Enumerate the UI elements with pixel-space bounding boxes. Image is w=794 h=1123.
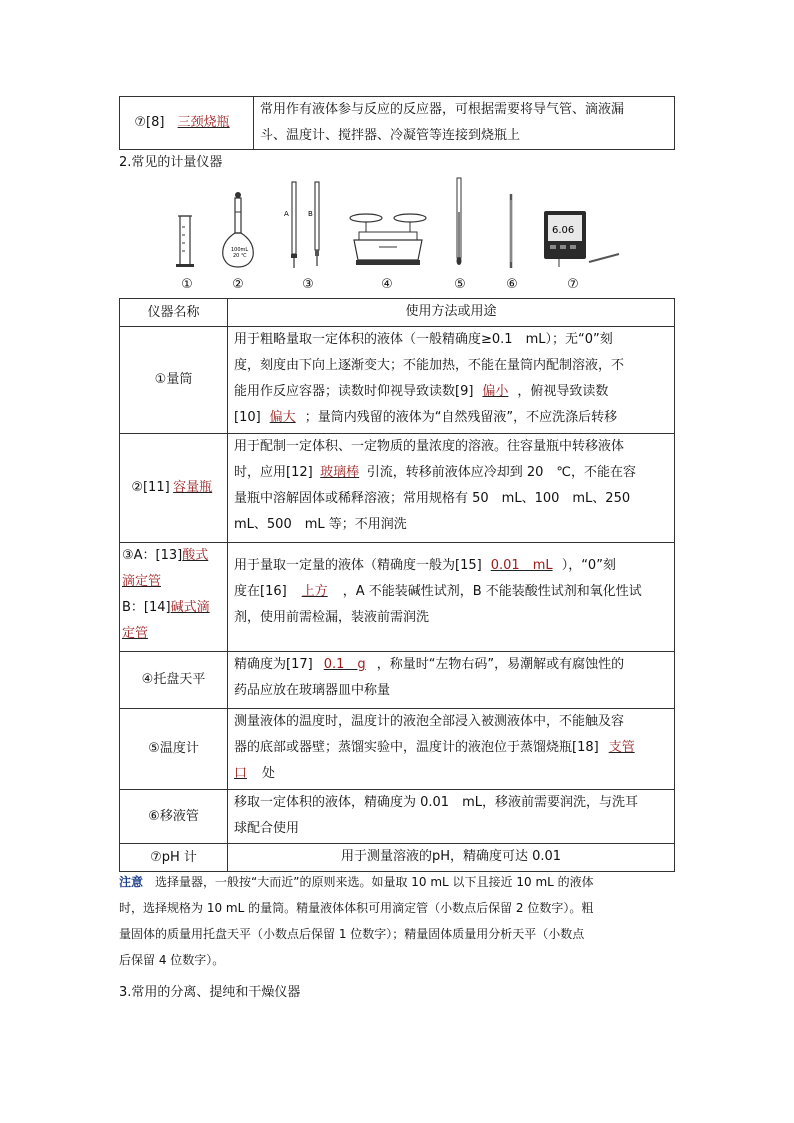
burette-name-cell — [120, 543, 228, 652]
table-row-flask — [120, 434, 675, 543]
header-use: 使用方法或用途 — [228, 299, 675, 327]
cylinder-name: ①量筒 — [120, 327, 228, 434]
flask-line4: mL、500 mL 等；不用润洗 — [234, 517, 407, 532]
pipette-line1: 移取一定体积的液体，精确度为 0.01 mL，移液前需要润洗，与洗耳 — [234, 795, 638, 810]
flask-label-volume: 100mL — [231, 247, 249, 253]
fig-label-3: ③ — [302, 277, 314, 292]
burette-name-a2 — [122, 569, 225, 595]
answer-14-part1: 碱式滴 — [170, 600, 210, 615]
answer-14-part2: 定管 — [122, 626, 149, 641]
section-2-title: 2.常见的计量仪器 — [119, 155, 223, 170]
burette-name-b-text: B：[14] — [122, 600, 171, 615]
burette-line3: 剂，使用前需检漏，装液前需润洗 — [234, 610, 430, 625]
answer-18-part2: 口 — [234, 766, 248, 781]
thermometer-line3-tail: 处 — [262, 766, 276, 781]
burette-line1-text: 用于量取一定量的液体（精确度一般为[15] — [234, 558, 482, 573]
fig-label-7: ⑦ — [567, 277, 579, 292]
fig-label-6: ⑥ — [506, 277, 518, 292]
balance-icon — [350, 214, 426, 265]
answer-17: 0.1 g — [323, 657, 366, 672]
answer-13-part1: 酸式 — [182, 548, 209, 563]
top-row-desc-line2: 斗、温度计、搅拌器、冷凝管等连接到烧瓶上 — [260, 128, 521, 143]
burette-name-b — [122, 595, 225, 621]
balance-use — [228, 652, 675, 709]
flask-name-cell — [120, 434, 228, 543]
note-line1 — [119, 869, 679, 895]
flask-label-temp: 20 ℃ — [233, 253, 247, 259]
cylinder-line1: 用于粗略量取一定体积的液体（一般精确度≥0.1 mL）；无“0”刻 — [234, 332, 613, 347]
cylinder-use — [228, 327, 675, 434]
flask-line2 — [234, 460, 668, 486]
note-line1-text: 选择量器，一般按“大而近”的原则来选。如量取 10 mL 以下且接近 10 mL 的液体 — [143, 875, 594, 889]
burette-icon — [284, 182, 319, 268]
answer-8: 三颈烧瓶 — [177, 115, 230, 130]
note-paragraph — [119, 869, 679, 973]
flask-line2-tail: 引流，转移前液体应冷却到 20 ℃，不能在容 — [366, 465, 636, 480]
note-head: 注意 — [119, 875, 144, 889]
burette-line2-text: 度在[16] — [234, 584, 287, 599]
burette-name-a-text: ③A：[13] — [122, 548, 183, 563]
header-name: 仪器名称 — [120, 299, 228, 327]
burette-line1 — [234, 553, 668, 579]
balance-line1-tail: ，称量时“左物右码”，易潮解或有腐蚀性的 — [376, 657, 625, 672]
phmeter-use: 用于测量溶液的pH，精确度可达 0.01 — [228, 844, 675, 872]
answer-10: 偏大 — [269, 410, 296, 425]
burette-line2-tail: ，A 不能装碱性试剂，B 不能装酸性试剂和氧化性试 — [342, 584, 642, 599]
burette-b-label: B — [308, 210, 313, 218]
volumetric-flask-icon — [223, 192, 254, 267]
answer-16: 上方 — [301, 584, 328, 599]
answer-13-part2: 滴定管 — [122, 574, 162, 589]
ph-meter-icon — [544, 211, 619, 267]
cylinder-line2: 度，刻度由下向上逐渐变大；不能加热，不能在量筒内配制溶液，不 — [234, 358, 625, 373]
thermometer-line3 — [234, 761, 668, 787]
section-3-title: 3.常用的分离、提纯和干燥仪器 — [119, 985, 301, 1000]
note-line2: 时，选择规格为 10 mL 的量筒。精量液体体积可用滴定管（小数点后保留 2 位数字）。粗 — [119, 901, 594, 915]
flask-line3: 量瓶中溶解固体或稀释溶液；常用规格有 50 mL、100 mL、250 — [234, 491, 631, 506]
top-row-name-cell — [120, 97, 254, 150]
phmeter-name: ⑦pH 计 — [120, 844, 228, 872]
table-row-burette — [120, 543, 675, 652]
cylinder-line3-tail: ，俯视导致读数 — [517, 384, 609, 399]
fig-label-2: ② — [232, 277, 244, 292]
flask-name-prefix: ②[11] — [131, 480, 170, 495]
instruments-figure — [119, 172, 675, 272]
answer-9: 偏小 — [482, 384, 509, 399]
flask-line1: 用于配制一定体积、一定物质的量浓度的溶液。往容量瓶中转移液体 — [234, 439, 625, 454]
thermometer-line2-text: 器的底部或器壁；蒸馏实验中，温度计的液泡位于蒸馏烧瓶[18] — [234, 740, 599, 755]
table-row-balance — [120, 652, 675, 709]
thermometer-name: ⑤温度计 — [120, 709, 228, 790]
pipette-use — [228, 790, 675, 844]
fig-label-1: ① — [181, 277, 193, 292]
burette-line1-tail: ），“0”刻 — [561, 558, 616, 573]
burette-a-label: A — [284, 210, 289, 218]
answer-12: 玻璃棒 — [320, 465, 360, 480]
table-row-cylinder — [120, 327, 675, 434]
flask-line2-text: 时，应用[12] — [234, 465, 313, 480]
cylinder-line3 — [234, 379, 668, 405]
flask-use — [228, 434, 675, 543]
answer-11: 容量瓶 — [173, 480, 213, 495]
burette-use — [228, 543, 675, 652]
cylinder-line4 — [234, 405, 668, 431]
table-row-pipette — [120, 790, 675, 844]
top-row-desc-cell — [254, 97, 675, 150]
table-row-phmeter — [120, 844, 675, 872]
top-row-num: ⑦[8] — [134, 115, 165, 130]
note-line3: 量固体的质量用托盘天平（小数点后保留 1 位数字）；精量固体质量用分析天平（小数点 — [119, 927, 585, 941]
instrument-table — [119, 298, 675, 872]
cylinder-line4-tail: ；量筒内残留的液体为“自然残留液”，不应洗涤后转移 — [304, 410, 618, 425]
balance-line1-text: 精确度为[17] — [234, 657, 313, 672]
top-row-desc-line1: 常用作有液体参与反应的反应器，可根据需要将导气管、滴液漏 — [260, 102, 625, 117]
burette-name-a — [122, 543, 225, 569]
thermometer-icon — [457, 178, 462, 265]
fig-label-4: ④ — [381, 277, 393, 292]
note-line4: 后保留 4 位数字）。 — [119, 953, 225, 967]
ph-display: 6.06 — [552, 225, 575, 236]
table-header-row — [120, 299, 675, 327]
answer-15: 0.01 mL — [490, 558, 553, 573]
answer-18-part1: 支管 — [608, 740, 635, 755]
burette-name-b2 — [122, 621, 225, 647]
thermometer-use — [228, 709, 675, 790]
balance-line1 — [234, 652, 668, 678]
graduated-cylinder-icon — [176, 216, 194, 267]
table-row-thermometer — [120, 709, 675, 790]
pipette-name: ⑥移液管 — [120, 790, 228, 844]
pipette-line2: 球配合使用 — [234, 821, 300, 836]
top-table — [119, 96, 675, 150]
balance-name: ④托盘天平 — [120, 652, 228, 709]
burette-line2 — [234, 579, 668, 605]
thermometer-line2 — [234, 735, 668, 761]
cylinder-line4-num: [10] — [234, 410, 261, 425]
balance-line2: 药品应放在玻璃器皿中称量 — [234, 683, 391, 698]
cylinder-line3-text: 能用作反应容器；读数时仰视导致读数[9] — [234, 384, 474, 399]
fig-label-5: ⑤ — [454, 277, 466, 292]
thermometer-line1: 测量液体的温度时，温度计的液泡全部浸入被测液体中，不能触及容 — [234, 714, 625, 729]
